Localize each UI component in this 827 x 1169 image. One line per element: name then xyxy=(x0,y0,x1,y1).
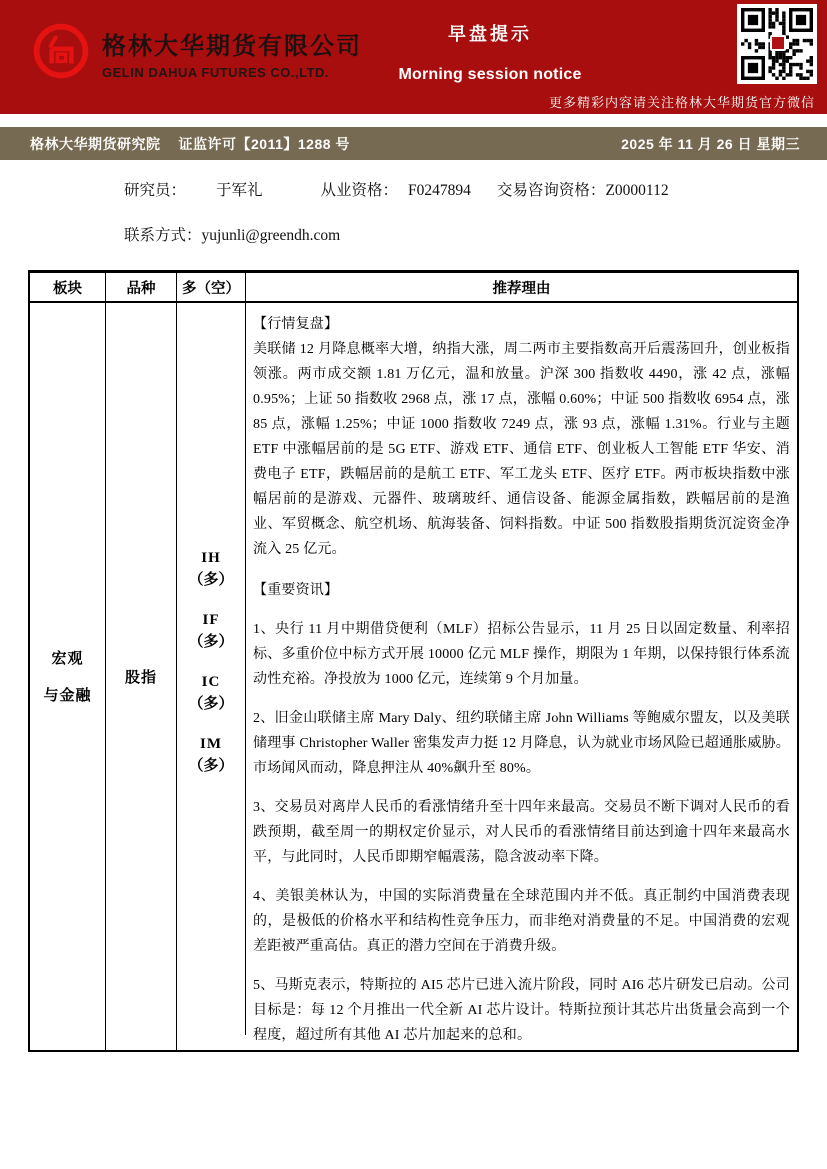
col-header-variety: 品种 xyxy=(106,273,177,303)
position-group xyxy=(188,671,233,715)
company-name-en: GELIN DAHUA FUTURES CO.,LTD. xyxy=(102,65,330,80)
wechat-note: 更多精彩内容请关注格林大华期货官方微信 xyxy=(548,95,815,110)
contact-info-line xyxy=(124,223,340,245)
position-group xyxy=(188,609,233,653)
key-news-title: 【重要资讯】 xyxy=(253,583,339,598)
researcher-name: 于军礼 xyxy=(216,182,263,199)
qualification-label: 从业资格： xyxy=(320,182,399,199)
position-code: IH xyxy=(201,549,221,566)
report-title-cn: 早盘提示 xyxy=(448,24,532,44)
report-date: 2025 年 11 月 26 日 星期三 xyxy=(621,135,800,152)
market-recap-title: 【行情复盘】 xyxy=(253,317,339,332)
news-item: 4、美银美林认为，中国的实际消费量在全球范围内并不低。真正制约中国消费表现的，是极低的价格水平和结构性竞争压力，而非绝对消费量的不足。中国消费的宏观差距被严重高估。真正的潜力空间在于消费升级。 xyxy=(253,889,790,954)
news-item: 1、央行 11 月中期借贷便利（MLF）招标公告显示，11 月 25 日以固定数量、利率招标、多重价位中标方式开展 10000 亿元 MLF 操作，期限为 1 年期，以保持银行体系流动性充裕。净投放为 1000 亿元，连续第 9 个月加量。 xyxy=(253,622,790,687)
report-title-block xyxy=(380,20,600,84)
position-cell xyxy=(177,288,246,1035)
position-direction: （多） xyxy=(188,633,234,650)
position-group xyxy=(188,547,233,591)
variety-text: 股指 xyxy=(124,669,157,686)
contact-email: yujunli@greendh.com xyxy=(201,227,341,244)
col-header-sector: 板块 xyxy=(30,273,106,303)
news-item: 3、交易员对离岸人民币的看涨情绪升至十四年来最高。交易员不断下调对人民币的看跌预期，截至周一的期权定价显示，对人民币的看涨情绪目前达到逾十四年来最高水平，与此同时，人民币即期窄幅震荡，隐含波动率下降。 xyxy=(253,800,790,865)
license-number: 证监许可【2011】1288 号 xyxy=(178,135,350,152)
qualification-number: F0247894 xyxy=(408,182,471,199)
qr-center-logo xyxy=(770,35,786,51)
sector-text-line1: 宏观 xyxy=(51,649,84,667)
sector-text-line2: 与金融 xyxy=(43,686,92,704)
position-group xyxy=(188,733,233,777)
position-direction: （多） xyxy=(188,757,234,774)
company-logo-icon xyxy=(33,23,89,79)
position-code: IF xyxy=(202,611,220,628)
header-banner xyxy=(0,0,827,114)
sector-cell xyxy=(30,303,106,1050)
market-recap-text: 美联储 12 月降息概率大增，纳指大涨，周二两市主要指数高开后震荡回升，创业板指领涨。两市成交额 1.81 万亿元，温和放量。沪深 300 指数收 4490，涨 42 点，涨幅 0.95%；上证 50 指数收 2968 点，涨 17 点，涨幅 0.60%；中证 500 指数收 6954 点，涨 85 点，涨幅 1.25%；中证 1000 指数收 7249 点，涨 93 点，涨幅 1.31%。行业与主题 ETF 中涨幅居前的是 5G ETF、游戏 ETF、通信 ETF、创业板人工智能 ETF 华安、消费电子 ETF，跌幅居前的是航工 ETF、军工龙头 ETF、医疗 ETF。两市板块指数中涨幅居前的是游戏、元器件、玻璃玻纤、通信设备、能源金属指数，跌幅居前的是渔业、军贸概念、航空机场、航海装备、饲料指数。中证 500 指数股指期货沉淀资金净流入 25 亿元。 xyxy=(253,342,790,557)
news-item: 5、马斯克表示，特斯拉的 AI5 芯片已进入流片阶段，同时 AI6 芯片研发已启动。公司目标是：每 12 个月推出一代全新 AI 芯片设计。特斯拉预计其芯片出货量会高到一个程度，超过所有其他 AI 芯片加起来的总和。 xyxy=(253,978,790,1043)
researcher-label: 研究员： xyxy=(124,182,187,199)
company-name-block xyxy=(102,26,362,80)
report-title-en: Morning session notice xyxy=(398,66,582,83)
institute-name: 格林大华期货研究院 xyxy=(30,135,161,152)
col-header-position: 多（空） xyxy=(177,273,246,303)
reason-cell xyxy=(246,303,797,1050)
col-header-reason: 推荐理由 xyxy=(246,273,797,303)
position-code: IC xyxy=(201,673,221,690)
position-code: IM xyxy=(199,735,222,752)
institute-license-group xyxy=(30,134,350,154)
variety-cell xyxy=(106,303,177,1050)
position-direction: （多） xyxy=(188,571,234,588)
advisory-label: 交易咨询资格： xyxy=(496,182,606,199)
research-institute-bar xyxy=(0,127,827,160)
news-item: 2、旧金山联储主席 Mary Daly、纽约联储主席 John Williams 等鲍威尔盟友，以及美联储理事 Christopher Waller 密集发声力挺 12 月降息，认为就业市场风险已超通胀威胁。市场闻风而动，降息押注从 40%飙升至 80%。 xyxy=(253,711,790,776)
contact-label: 联系方式： xyxy=(124,227,202,244)
advisory-number: Z0000112 xyxy=(605,182,669,199)
recommendation-table xyxy=(28,270,799,1052)
company-name-cn: 格林大华期货有限公司 xyxy=(102,33,362,60)
position-direction: （多） xyxy=(188,695,234,712)
researcher-info-line xyxy=(124,178,669,200)
qr-code xyxy=(737,4,817,84)
